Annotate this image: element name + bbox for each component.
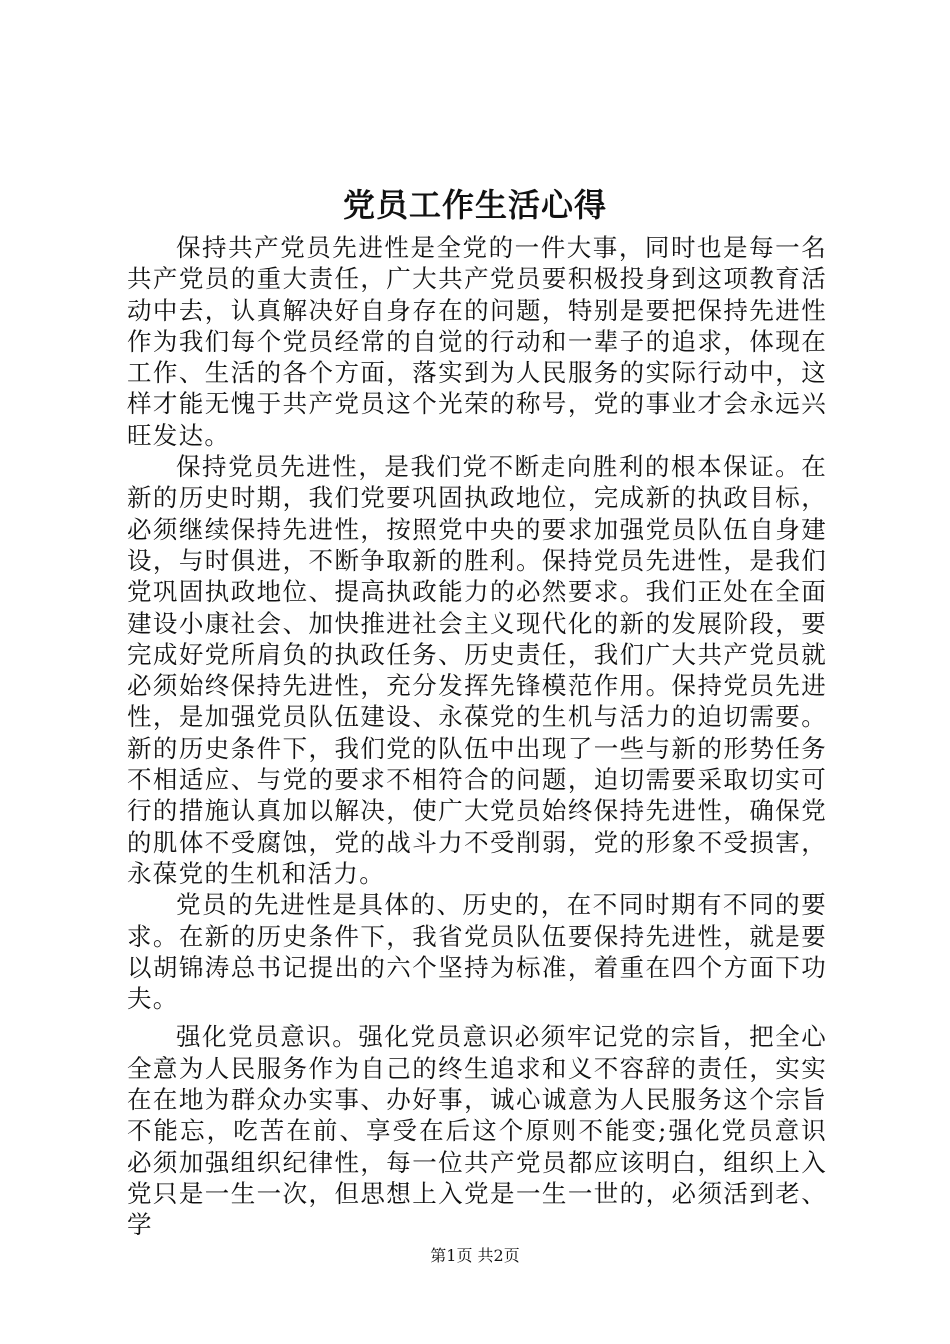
page-number-footer: 第1页 共2页 bbox=[430, 1246, 520, 1265]
document-body bbox=[127, 232, 827, 1241]
paragraph-2: 保持党员先进性，是我们党不断走向胜利的根本保证。在新的历史时期，我们党要巩固执政地位，完成新的执政目标，必须继续保持先进性，按照党中央的要求加强党员队伍自身建设，与时俱进，不断争取新的胜利。保持党员先进性，是我们党巩固执政地位、提高执政能力的必然要求。我们正处在全面建设小康社会、加快推进社会主义现代化的新的发展阶段，要完成好党所肩负的执政任务、历史责任，我们广大共产党员就必须始终保持先进性，充分发挥先锋模范作用。保持党员先进性，是加强党员队伍建设、永葆党的生机与活力的迫切需要。新的历史条件下，我们党的队伍中出现了一些与新的形势任务不相适应、与党的要求不相符合的问题，迫切需要采取切实可行的措施认真加以解决，使广大党员始终保持先进性，确保党的肌体不受腐蚀，党的战斗力不受削弱，党的形象不受损害，永葆党的生机和活力。 bbox=[127, 452, 827, 888]
paragraph-3: 党员的先进性是具体的、历史的，在不同时期有不同的要求。在新的历史条件下，我省党员队伍要保持先进性，就是要以胡锦涛总书记提出的六个坚持为标准，着重在四个方面下功夫。 bbox=[127, 890, 827, 1014]
paragraph-4: 强化党员意识。强化党员意识必须牢记党的宗旨，把全心全意为人民服务作为自己的终生追求和义不容辞的责任，实实在在地为群众办实事、办好事，诚心诚意为人民服务这个宗旨不能忘，吃苦在前、享受在后这个原则不能变;强化党员意识必须加强组织纪律性，每一位共产党员都应该明白，组织上入党只是一生一次，但思想上入党是一生一世的，必须活到老、学 bbox=[127, 1022, 827, 1240]
document-title: 党员工作生活心得 bbox=[342, 186, 607, 224]
paragraph-1: 保持共产党员先进性是全党的一件大事，同时也是每一名共产党员的重大责任，广大共产党员要积极投身到这项教育活动中去，认真解决好自身存在的问题，特别是要把保持先进性作为我们每个党员经常的自觉的行动和一辈子的追求，体现在工作、生活的各个方面，落实到为人民服务的实际行动中，这样才能无愧于共产党员这个光荣的称号，党的事业才会永远兴旺发达。 bbox=[127, 233, 827, 450]
